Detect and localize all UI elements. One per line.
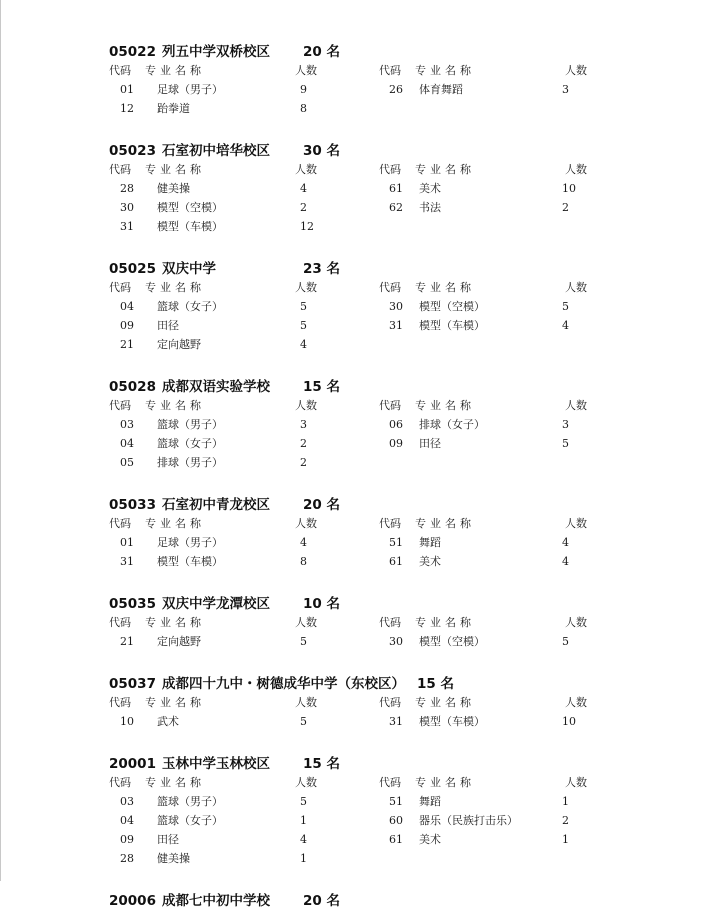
specialty-name: 舞蹈 [419,795,441,808]
specialty-code: 21 [120,338,134,351]
column-header-count: 人数 [565,776,587,789]
column-header-code: 代码 [109,163,131,176]
specialty-row [109,297,669,316]
specialty-name: 篮球（女子） [157,814,223,827]
school-name: 双庆中学龙潭校区 [161,596,270,612]
column-header-name: 专业名称 [145,281,205,294]
school-block [109,377,669,472]
school-heading [109,594,669,614]
column-header-code: 代码 [379,696,401,709]
column-header-count: 人数 [295,64,317,77]
specialty-count: 1 [562,795,569,808]
column-header-name: 专业名称 [145,163,205,176]
column-header-count: 人数 [565,64,587,77]
specialty-count: 3 [562,418,569,431]
column-header-count: 人数 [565,517,587,530]
specialty-code: 12 [120,102,134,115]
column-header-name: 专业名称 [145,616,205,629]
column-header-code: 代码 [109,517,131,530]
specialty-code: 03 [120,795,134,808]
specialty-count: 4 [300,536,307,549]
specialty-name: 足球（男子） [157,83,223,96]
specialty-count: 12 [300,220,314,233]
specialty-name: 模型（车模） [157,220,223,233]
specialty-code: 21 [120,635,134,648]
specialty-count: 1 [300,814,307,827]
specialty-name: 排球（男子） [157,456,223,469]
column-header-count: 人数 [295,776,317,789]
specialty-count: 3 [300,418,307,431]
specialty-name: 美术 [419,555,441,568]
school-quota: 30 名 [303,143,340,159]
specialty-code: 04 [120,437,134,450]
column-header-name: 专业名称 [145,776,205,789]
column-header-code: 代码 [379,163,401,176]
specialty-count: 1 [562,833,569,846]
specialty-count: 10 [562,715,576,728]
column-header-row [109,62,669,80]
column-header-count: 人数 [295,281,317,294]
column-header-name: 专业名称 [415,399,475,412]
specialty-name: 武术 [157,715,179,728]
specialty-row [109,80,669,99]
specialty-count: 5 [562,635,569,648]
specialty-name: 美术 [419,833,441,846]
column-header-code: 代码 [379,64,401,77]
specialty-row [109,830,669,849]
specialty-row [109,434,669,453]
column-header-count: 人数 [565,696,587,709]
column-header-count: 人数 [295,616,317,629]
specialty-row [109,217,669,236]
specialty-row [109,552,669,571]
specialty-row [109,849,669,868]
school-heading [109,377,669,397]
specialty-count: 2 [562,814,569,827]
column-header-code: 代码 [109,399,131,412]
specialty-row [109,415,669,434]
column-header-row [109,614,669,632]
column-header-row [109,694,669,712]
school-name: 双庆中学 [161,261,216,277]
specialty-count: 5 [300,635,307,648]
column-header-row [109,397,669,415]
column-header-name: 专业名称 [415,163,475,176]
specialty-row [109,811,669,830]
specialty-row [109,712,669,731]
column-header-name: 专业名称 [415,517,475,530]
specialty-count: 4 [300,182,307,195]
school-heading [109,141,669,161]
specialty-count: 8 [300,102,307,115]
enrollment-list [109,42,669,911]
specialty-code: 01 [120,83,134,96]
specialty-count: 5 [300,319,307,332]
specialty-code: 51 [389,536,403,549]
specialty-name: 模型（车模） [419,319,485,332]
school-block [109,495,669,571]
specialty-name: 篮球（男子） [157,795,223,808]
specialty-count: 5 [562,437,569,450]
school-block [109,754,669,868]
column-header-name: 专业名称 [145,517,205,530]
school-heading [109,42,669,62]
column-header-name: 专业名称 [145,399,205,412]
column-header-count: 人数 [295,517,317,530]
specialty-code: 10 [120,715,134,728]
column-header-count: 人数 [565,281,587,294]
specialty-code: 09 [389,437,403,450]
column-header-code: 代码 [109,281,131,294]
school-block [109,891,669,911]
column-header-name: 专业名称 [415,776,475,789]
specialty-count: 5 [300,795,307,808]
specialty-name: 排球（女子） [419,418,485,431]
specialty-name: 模型（空模） [419,300,485,313]
page-left-border [0,0,1,881]
specialty-name: 定向越野 [157,338,201,351]
column-header-code: 代码 [379,399,401,412]
column-header-code: 代码 [379,776,401,789]
column-header-name: 专业名称 [415,616,475,629]
school-heading [109,674,669,694]
specialty-name: 篮球（女子） [157,437,223,450]
school-heading [109,259,669,279]
specialty-code: 61 [389,182,403,195]
school-quota: 15 名 [303,379,340,395]
column-header-name: 专业名称 [415,696,475,709]
specialty-name: 篮球（女子） [157,300,223,313]
column-header-code: 代码 [379,616,401,629]
specialty-code: 30 [389,635,403,648]
column-header-row [109,279,669,297]
specialty-row [109,198,669,217]
specialty-name: 篮球（男子） [157,418,223,431]
specialty-code: 28 [120,852,134,865]
school-code: 05033 [109,497,156,513]
specialty-row [109,335,669,354]
specialty-row [109,316,669,335]
specialty-name: 舞蹈 [419,536,441,549]
school-code: 05025 [109,261,156,277]
school-quota: 20 名 [303,497,340,513]
specialty-code: 61 [389,833,403,846]
school-block [109,259,669,354]
column-header-code: 代码 [379,281,401,294]
specialty-code: 04 [120,300,134,313]
school-block [109,141,669,236]
school-code: 05022 [109,44,156,60]
column-header-count: 人数 [565,163,587,176]
specialty-code: 30 [120,201,134,214]
specialty-name: 田径 [419,437,441,450]
specialty-row [109,179,669,198]
column-header-code: 代码 [109,64,131,77]
school-name: 成都七中初中学校 [161,893,270,909]
specialty-code: 30 [389,300,403,313]
school-name: 玉林中学玉林校区 [161,756,270,772]
column-header-name: 专业名称 [145,696,205,709]
specialty-code: 31 [389,319,403,332]
specialty-name: 健美操 [157,852,190,865]
specialty-code: 31 [389,715,403,728]
specialty-count: 1 [300,852,307,865]
specialty-name: 健美操 [157,182,190,195]
specialty-count: 2 [300,437,307,450]
specialty-code: 04 [120,814,134,827]
specialty-row [109,99,669,118]
school-name: 成都四十九中・树德成华中学（东校区） [161,676,405,692]
specialty-name: 美术 [419,182,441,195]
school-quota: 20 名 [303,44,340,60]
specialty-name: 模型（空模） [157,201,223,214]
column-header-row [109,515,669,533]
specialty-name: 定向越野 [157,635,201,648]
school-heading [109,891,669,911]
specialty-code: 06 [389,418,403,431]
school-code: 05035 [109,596,156,612]
specialty-name: 足球（男子） [157,536,223,549]
specialty-code: 26 [389,83,403,96]
column-header-name: 专业名称 [145,64,205,77]
school-block [109,594,669,651]
specialty-name: 器乐（民族打击乐） [419,814,518,827]
specialty-name: 模型（车模） [419,715,485,728]
school-name: 石室初中青龙校区 [161,497,270,513]
column-header-row [109,774,669,792]
specialty-code: 61 [389,555,403,568]
school-block [109,42,669,118]
school-code: 20006 [109,893,156,909]
school-quota: 10 名 [303,596,340,612]
column-header-code: 代码 [109,776,131,789]
specialty-code: 31 [120,555,134,568]
specialty-row [109,453,669,472]
school-quota: 15 名 [416,676,454,692]
school-name: 成都双语实验学校 [161,379,270,395]
specialty-code: 03 [120,418,134,431]
column-header-count: 人数 [295,399,317,412]
specialty-name: 田径 [157,833,179,846]
school-quota: 20 名 [303,893,340,909]
column-header-count: 人数 [565,616,587,629]
school-heading [109,754,669,774]
specialty-count: 2 [562,201,569,214]
specialty-name: 模型（空模） [419,635,485,648]
specialty-count: 5 [300,715,307,728]
specialty-count: 10 [562,182,576,195]
column-header-code: 代码 [109,616,131,629]
school-code: 05037 [109,676,156,692]
specialty-row [109,792,669,811]
school-heading [109,495,669,515]
column-header-code: 代码 [109,696,131,709]
school-name: 列五中学双桥校区 [161,44,270,60]
specialty-code: 60 [389,814,403,827]
specialty-count: 2 [300,201,307,214]
specialty-code: 09 [120,833,134,846]
specialty-count: 4 [300,833,307,846]
school-name: 石室初中培华校区 [161,143,270,159]
school-code: 20001 [109,756,156,772]
school-quota: 15 名 [303,756,340,772]
specialty-row [109,632,669,651]
specialty-count: 4 [562,555,569,568]
specialty-count: 2 [300,456,307,469]
school-block [109,674,669,731]
specialty-count: 5 [300,300,307,313]
specialty-code: 28 [120,182,134,195]
specialty-count: 4 [562,536,569,549]
specialty-count: 9 [300,83,307,96]
column-header-count: 人数 [295,163,317,176]
specialty-name: 田径 [157,319,179,332]
specialty-count: 4 [562,319,569,332]
specialty-count: 5 [562,300,569,313]
specialty-code: 51 [389,795,403,808]
specialty-name: 模型（车模） [157,555,223,568]
column-header-row [109,161,669,179]
specialty-code: 01 [120,536,134,549]
specialty-name: 体育舞蹈 [419,83,463,96]
school-code: 05028 [109,379,156,395]
column-header-name: 专业名称 [415,64,475,77]
specialty-code: 62 [389,201,403,214]
school-quota: 23 名 [303,261,340,277]
specialty-count: 4 [300,338,307,351]
specialty-name: 跆拳道 [157,102,190,115]
specialty-count: 8 [300,555,307,568]
specialty-code: 31 [120,220,134,233]
column-header-count: 人数 [295,696,317,709]
specialty-name: 书法 [419,201,441,214]
column-header-count: 人数 [565,399,587,412]
specialty-count: 3 [562,83,569,96]
school-code: 05023 [109,143,156,159]
specialty-code: 09 [120,319,134,332]
specialty-row [109,533,669,552]
column-header-code: 代码 [379,517,401,530]
column-header-name: 专业名称 [415,281,475,294]
specialty-code: 05 [120,456,134,469]
